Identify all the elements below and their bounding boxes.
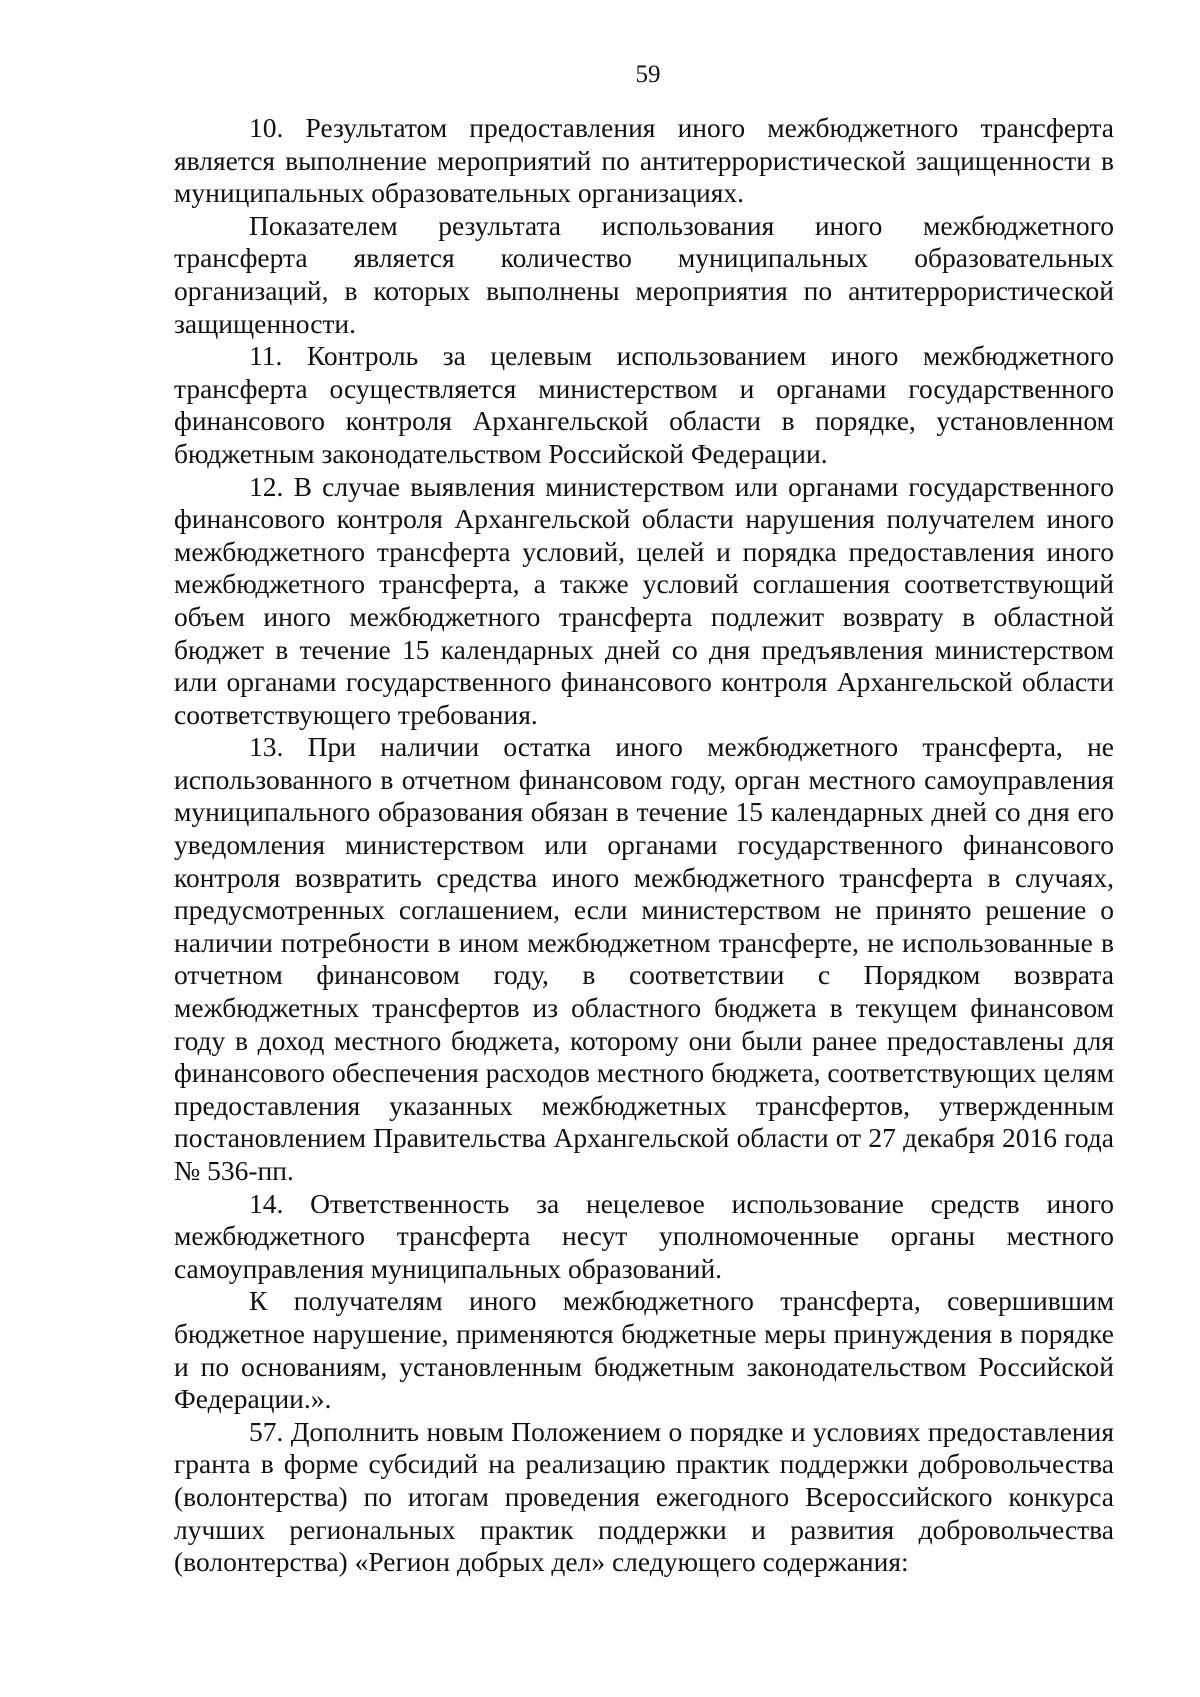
paragraph-14-responsibility: 14. Ответственность за нецелевое использование средств иного межбюджетного трансферта несут уполномоченные органы местного самоуправления муниципальных образований. [174,1187,1114,1284]
paragraph-enforcement: К получателям иного межбюджетного трансферта, совершившим бюджетное нарушение, применяются бюджетные меры принуждения в порядке и по основаниям, установленным бюджетным законодательством Российской Федерации.». [174,1285,1114,1415]
paragraph-13-remainder: 13. При наличии остатка иного межбюджетного трансферта, не использованного в отчетном финансовом году, орган местного самоуправления муниципального образования обязан в течение 15 календарных дней со дня его уведомления министерством или органами государственного финансового контроля возвратить средства иного межбюджетного трансферта в случаях, предусмотренных соглашением, если министерством не принято решение о наличии потребности в ином межбюджетном трансферте, не использованные в отчетном финансовом году, в соответствии с Порядком возврата межбюджетных трансфертов из областного бюджета в текущем финансовом году в доход местного бюджета, которому они были ранее предоставлены для финансового обеспечения расходов местного бюджета, соответствующих целям предоставления указанных межбюджетных трансфертов, утвержденным постановлением Правительства Архангельской области от 27 декабря 2016 года № 536-пп. [174,731,1114,1186]
paragraph-result-indicator: Показателем результата использования иного межбюджетного трансферта является количество муниципальных образовательных организаций, в которых выполнены мероприятия по антитеррористической защищенности. [174,209,1114,339]
document-body [174,112,1114,1579]
paragraph-57-amendment: 57. Дополнить новым Положением о порядке и условиях предоставления гранта в форме субсидий на реализацию практик поддержки добровольчества (волонтерства) по итогам проведения ежегодного Всероссийского конкурса лучших региональных практик поддержки и развития добровольчества (волонтерства) «Регион добрых дел» следующего содержания: [174,1415,1114,1578]
paragraph-10-result: 10. Результатом предоставления иного межбюджетного трансферта является выполнение мероприятий по антитеррористической защищенности в муниципальных образовательных организациях. [174,112,1114,209]
paragraph-11-control: 11. Контроль за целевым использованием иного межбюджетного трансферта осуществляется министерством и органами государственного финансового контроля Архангельской области в порядке, установленном бюджетным законодательством Российской Федерации. [174,340,1114,469]
paragraph-12-violation: 12. В случае выявления министерством или органами государственного финансового контроля Архангельской области нарушения получателем иного межбюджетного трансферта условий, целей и порядка предоставления иного межбюджетного трансферта, а также условий соглашения соответствующий объем иного межбюджетного трансферта подлежит возврату в областной бюджет в течение 15 календарных дней со дня предъявления министерством или органами государственного финансового контроля Архангельской области соответствующего требования. [174,470,1114,730]
page-number: 59 [635,61,661,88]
